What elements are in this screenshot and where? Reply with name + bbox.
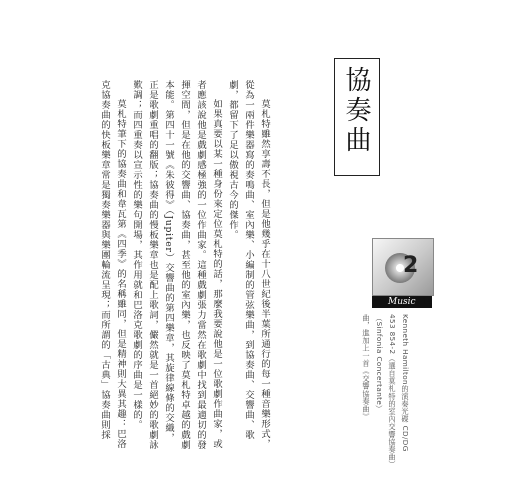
caption-line: 曲，進加上一首《交響協奏曲》 bbox=[362, 314, 371, 421]
paragraph: 如果真要以某一種身份來定位莫札特的話，那麼我要說他是一位歌劇作曲家，或者應該說他是戲劇感極強的一位作曲家。這種戲劇張力當然在歌劇中找到最適切的發揮空間，但是在他的交響曲、協奏曲，甚至他的室內樂，也反映了莫札特卓越的戲劇本能。第四十一號《朱彼得》（Jupiter）交響曲的第四樂章，其旋律線條的交織，正是歌劇重唱的翻版；協奏曲的慢板樂章也是配上歌詞，儼然就是一首絕妙的歌劇詠歎調；而四重奏以宣示性的樂句開場，其作用就和巴洛克歌劇的序曲是一樣的。 bbox=[131, 80, 222, 450]
album-cover-image bbox=[372, 238, 434, 296]
page-title: 協奏曲 bbox=[341, 66, 371, 156]
body-text bbox=[96, 80, 272, 452]
image-caption bbox=[360, 314, 412, 484]
music-logo: Music bbox=[388, 297, 416, 307]
caption-line: Kenneth Hamilton的演奏光碟 CD/DG bbox=[401, 314, 410, 452]
paragraph: 莫札特雖然享壽不長，但是他幾乎在十八世紀後半葉所通行的每一種音樂形式，從為一兩件樂器寫的奏鳴曲、室內樂、小編制的管弦樂曲，到協奏曲、交響曲、歌劇，都留下了足以傲視古今的傑作。 bbox=[227, 80, 270, 449]
caption-line: 453 854-2（選自莫札特的室內交響協奏曲） bbox=[388, 314, 397, 469]
caption-line: （Sinfonia Concertante） bbox=[375, 314, 384, 413]
paragraph: 莫札特筆下的協奏曲和韋瓦第《四季》的名稱雖同，但是精神則大異其趣：巴洛克協奏曲的快板樂章常是獨奏樂器與樂團輪流呈現；而所謂的「古典」協奏曲則採 bbox=[99, 80, 126, 449]
page-number: 14 bbox=[422, 297, 433, 306]
cover-number: 2 bbox=[403, 253, 419, 278]
